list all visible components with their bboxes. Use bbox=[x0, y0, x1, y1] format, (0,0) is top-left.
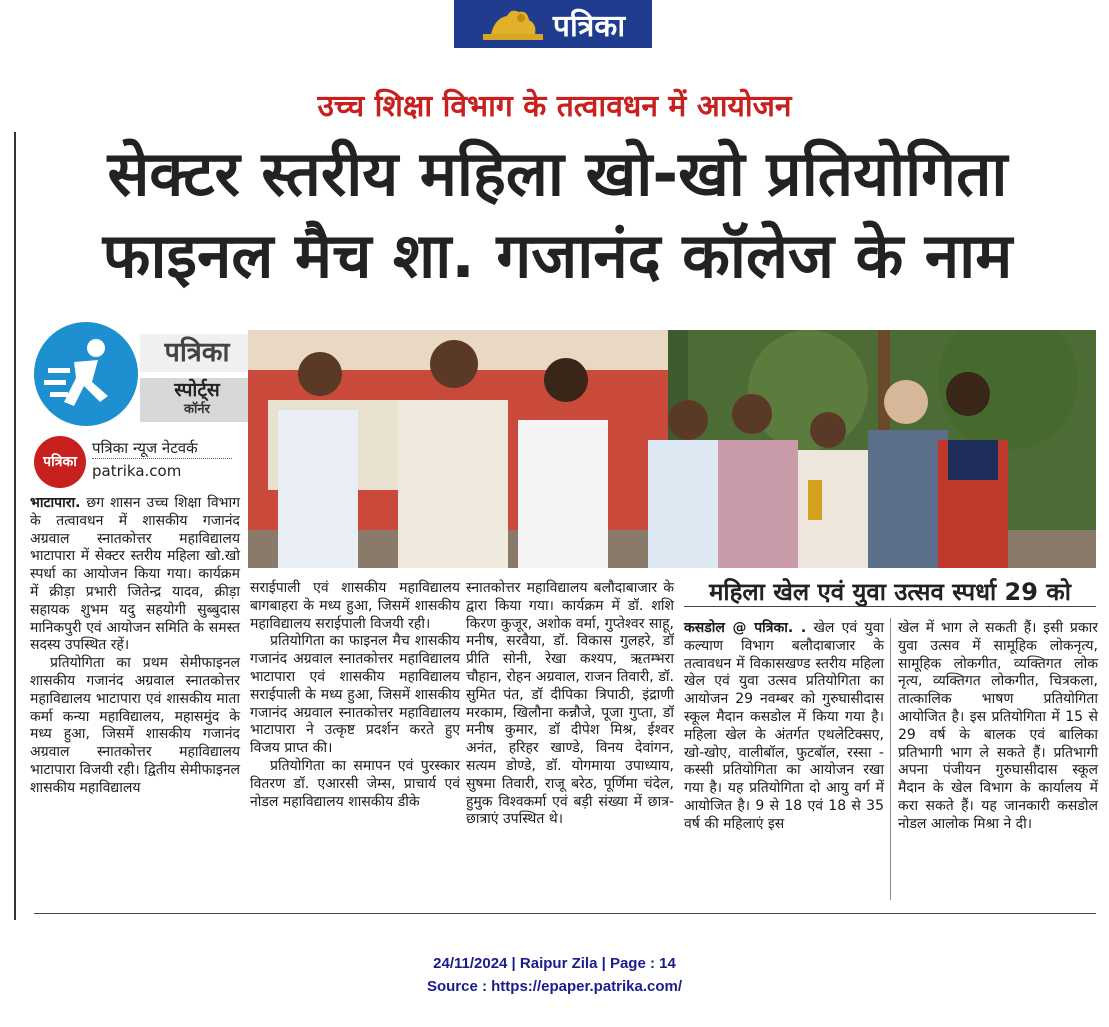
col1-paragraph-2: प्रतियोगिता का प्रथम सेमीफाइनल शासकीय गजानंद अग्रवाल स्नातकोत्तर महाविद्यालय भाटापारा एवं शासकीय माता कर्मा कन्या महाविद्यालय, महासमुंद के मध्य हुआ, जिसमें शासकीय गजानंद अग्रवाल स्नातकोत्तर महाविद्यालय भाटापारा विजयी रही। द्वितीय सेमीफाइनल शासकीय महाविद्यालय bbox=[30, 655, 240, 796]
headline-line-1: सेक्टर स्तरीय महिला खो-खो प्रतियोगिता bbox=[107, 137, 1008, 210]
sports-corner-badge bbox=[28, 320, 238, 430]
sports-corner-label bbox=[140, 378, 254, 422]
runner-icon bbox=[34, 322, 138, 426]
article-column-2 bbox=[250, 580, 460, 811]
col3-paragraph-1: स्नातकोत्तर महाविद्यालय बलौदाबाजार के द्वारा किया गया। कार्यक्रम में डॉ. शशि किरण कुजूर, अशोक वर्मा, गुप्तेश्वर साहू, मनीष, सरवैया, डॉ. विकास गुलहरे, डॉ प्रीति सोनी, रेखा कश्यप, ऋतम्भरा चौहान, रोहन अग्रवाल, राजन तिवारी, डॉ. सुमित पंत, डॉ दीपिका त्रिपाठी, इंद्राणी मरकाम, खिलौना कन्नौजे, पूजा गुप्ता, डॉ मनीष कुमार, डॉ दीपेश मिश्र, ईश्वर अनंत, हरिहर खाण्डे, विनय देवांगन, सत्यम डोण्डे, डॉ. योगमाया उपाध्याय, सुषमा तिवारी, राजू बरेठ, पूर्णिमा चंदेल, हुमुक विश्वकर्मा एवं बड़ी संख्या में छात्र-छात्राएं उपस्थित थे। bbox=[466, 580, 674, 828]
col2-paragraph-3: प्रतियोगिता का समापन एवं पुरस्कार वितरण डॉ. एआरसी जेम्स, प्राचार्य एवं नोडल महाविद्यालय शासकीय डीके bbox=[250, 757, 460, 810]
sidebar-headline: महिला खेल एवं युवा उत्सव स्पर्धा 29 को bbox=[709, 578, 1071, 606]
sports-corner-label-sub: कॉर्नर bbox=[184, 402, 210, 417]
sidebar-column-2 bbox=[898, 620, 1098, 834]
lion-emblem-icon bbox=[481, 4, 545, 44]
bottom-rule bbox=[34, 913, 1096, 914]
sidebar-column-1 bbox=[684, 620, 884, 834]
byline-divider bbox=[92, 458, 232, 459]
article-dateline: भाटापारा. bbox=[30, 495, 81, 511]
col1-paragraph-1 bbox=[30, 495, 240, 655]
article-column-3 bbox=[466, 580, 674, 829]
byline-site: patrika.com bbox=[92, 462, 182, 480]
byline-network: पत्रिका न्यूज नेटवर्क bbox=[92, 439, 198, 457]
footer-edition: 24/11/2024 | Raipur Zila | Page : 14 bbox=[433, 955, 676, 972]
col1-p1-text: छग शासन उच्च शिक्षा विभाग के तत्वावधन में शासकीय गजानंद अग्रवाल स्नातकोत्तर महाविद्यालय भाटापारा में सेक्टर स्तरीय महिला खो.खो स्पर्धा का आयोजन किया गया। कार्यक्रम में क्रीड़ा प्रभारी जितेन्द्र यादव, क्रीड़ा सहायक शुभम यदु सहयोगी सुब्बुदास मानिकपुरी एवं आयोजन समिति के समस्त सदस्य उपस्थित रहें। bbox=[30, 495, 240, 654]
sports-corner-brand: पत्रिका bbox=[140, 334, 254, 372]
sports-corner-label-main: स्पोर्ट्स bbox=[174, 379, 220, 401]
article-kicker: उच्च शिक्षा विभाग के तत्वावधन में आयोजन bbox=[317, 89, 792, 124]
footer-source: Source : https://epaper.patrika.com/ bbox=[426, 978, 683, 995]
article-column-1 bbox=[30, 495, 240, 798]
sidebar-dateline: कसडोल @ पत्रिका. . bbox=[684, 620, 807, 636]
masthead-title: पत्रिका bbox=[552, 8, 626, 44]
patrika-logo: पत्रिका bbox=[34, 436, 86, 488]
left-column-rule bbox=[14, 132, 16, 920]
headline-line-2: फाइनल मैच शा. गजानंद कॉलेज के नाम bbox=[102, 219, 1013, 292]
masthead bbox=[454, 0, 652, 48]
sidebar-col2-paragraph: खेल में भाग ले सकती हैं। इसी प्रकार युवा उत्सव में सामूहिक लोकनृत्य, सामूहिक लोकगीत, व्यक्तिगत लोक नृत्य, व्यक्तिगत लोकगीत, चित्रकला, तात्कालिक भाषण प्रतियोगिता आयोजित है। इस प्रतियोगिता में 15 से 29 वर्ष के बालक एवं बालिका प्रतिभागी भाग ले सकते हैं। प्रतिभागी अपना पंजीयन गुरुघासीदास स्कूल मैदान के खेल विभाग के कार्यालय में करा सकते हैं। यह जानकारी कसडोल नोडल आलोक मिश्रा ने दी। bbox=[898, 620, 1098, 832]
sidebar-col1-paragraph bbox=[684, 620, 884, 834]
byline bbox=[34, 434, 234, 490]
article-photo bbox=[248, 330, 1096, 568]
col2-paragraph-1: सराईपाली एवं शासकीय महाविद्यालय बागबाहरा के मध्य हुआ, जिसमें शासकीय महाविद्यालय सराईपाली विजयी रही। bbox=[250, 580, 460, 632]
sidebar-column-separator bbox=[890, 618, 891, 900]
col2-paragraph-2: प्रतियोगिता का फाइनल मैच शासकीय गजानंद अग्रवाल स्नातकोत्तर महाविद्यालय भाटापारा एवं शासकीय महाविद्यालय सराईपाली के मध्य हुआ, जिसमें शासकीय गजानंद अग्रवाल स्नातकोत्तर महाविद्यालय भाटापारा ने उत्कृष्ट प्रदर्शन करते हुए विजय प्राप्त की। bbox=[250, 633, 460, 757]
sidebar-col1-text: खेल एवं युवा कल्याण विभाग बलौदाबाजार के तत्वावधन में विकासखण्ड स्तरीय महिला खेल एवं युवा उत्सव प्रतियोगिता का आयोजन 29 नवम्बर को गुरुघासीदास स्कूल मैदान कसडोल में किया गया है। महिला खेल के अंतर्गत एथलेटिक्सए, खो-खोए, वालीबॉल, फुटबॉल, रस्सा - कस्सी प्रतियोगिता का आयोजन रखा गया है। यह प्रतियोगिता दो आयु वर्ग में आयोजित है। 9 से 18 एवं 18 से 35 वर्ष की महिलाएं इस bbox=[684, 620, 884, 832]
sidebar-rule bbox=[684, 606, 1096, 607]
